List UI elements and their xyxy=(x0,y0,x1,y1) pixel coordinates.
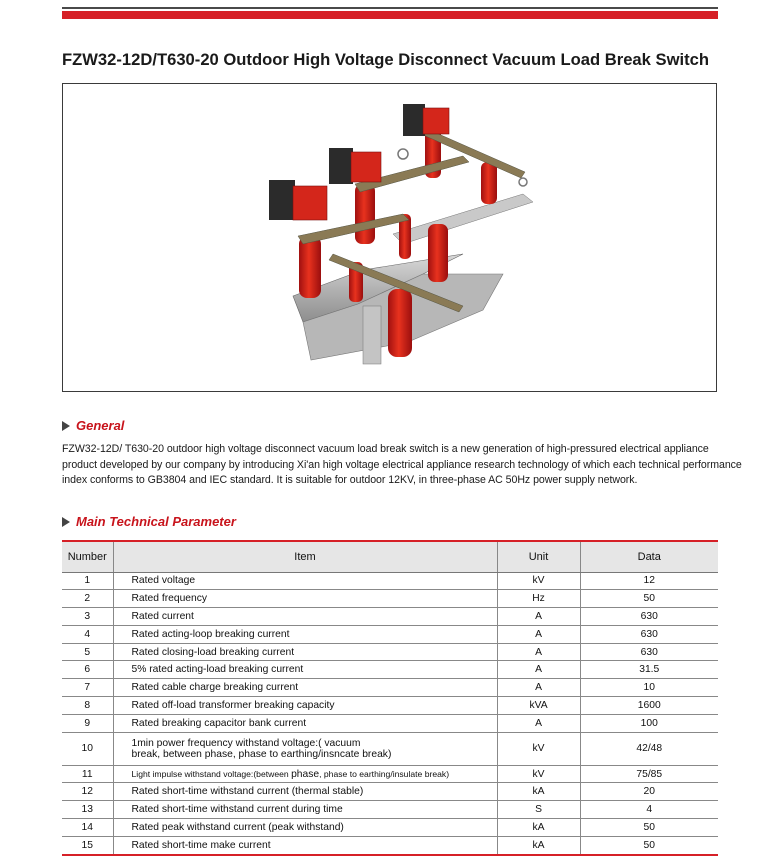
general-description xyxy=(62,442,742,489)
row-item: 5% rated acting-load breaking current xyxy=(113,661,497,679)
general-heading-label: General xyxy=(76,418,125,433)
row-unit: A xyxy=(497,661,580,679)
row-unit: kV xyxy=(497,732,580,765)
table-row xyxy=(62,732,718,765)
row-number: 15 xyxy=(62,836,113,854)
general-line: FZW32-12D/ T630-20 outdoor high voltage disconnect vacuum load break switch is a new generation of high-pressured electrical appliance xyxy=(62,443,709,455)
row-number: 9 xyxy=(62,714,113,732)
row-data: 50 xyxy=(580,819,718,837)
row-item-line: 1min power frequency withstand voltage:( vacuum xyxy=(131,737,361,749)
triangle-right-icon xyxy=(62,421,70,431)
row-number: 12 xyxy=(62,783,113,801)
row-number: 8 xyxy=(62,697,113,715)
row-unit: A xyxy=(497,625,580,643)
row-data: 1600 xyxy=(580,697,718,715)
row-number: 10 xyxy=(62,732,113,765)
page-title: FZW32-12D/T630-20 Outdoor High Voltage Disconnect Vacuum Load Break Switch xyxy=(62,50,709,69)
column-header-number: Number xyxy=(62,541,113,572)
row-data: 31.5 xyxy=(580,661,718,679)
row-item-line: break, between phase, phase to earthing/insncate break) xyxy=(131,748,392,760)
table-row xyxy=(62,783,718,801)
row-unit: Hz xyxy=(497,590,580,608)
table-row xyxy=(62,661,718,679)
table-header-row xyxy=(62,541,718,572)
row-item-emphasis: phase xyxy=(291,768,320,780)
row-item: Rated off-load transformer breaking capacity xyxy=(113,697,497,715)
row-data: 630 xyxy=(580,608,718,626)
row-data: 12 xyxy=(580,572,718,590)
row-number: 3 xyxy=(62,608,113,626)
row-item-part: Light impulse withstand voltage:(between xyxy=(131,768,292,779)
general-heading xyxy=(62,418,124,433)
row-unit: A xyxy=(497,679,580,697)
row-item xyxy=(113,732,497,765)
row-number: 2 xyxy=(62,590,113,608)
table-row xyxy=(62,697,718,715)
row-data: 630 xyxy=(580,625,718,643)
column-header-unit: Unit xyxy=(497,541,580,572)
row-item: Rated acting-loop breaking current xyxy=(113,625,497,643)
row-unit: kA xyxy=(497,783,580,801)
product-photo-frame xyxy=(62,83,717,392)
table-row xyxy=(62,836,718,854)
triangle-right-icon xyxy=(62,517,70,527)
row-number: 11 xyxy=(62,765,113,783)
table-row xyxy=(62,625,718,643)
row-item: Rated short-time withstand current during time xyxy=(113,801,497,819)
column-header-item: Item xyxy=(113,541,497,572)
row-data: 20 xyxy=(580,783,718,801)
row-item: Rated breaking capacitor bank current xyxy=(113,714,497,732)
row-data: 100 xyxy=(580,714,718,732)
table-row xyxy=(62,572,718,590)
row-item: Rated frequency xyxy=(113,590,497,608)
row-item: Rated current xyxy=(113,608,497,626)
row-number: 4 xyxy=(62,625,113,643)
row-unit: kA xyxy=(497,836,580,854)
row-item: Rated peak withstand current (peak withstand) xyxy=(113,819,497,837)
table-row xyxy=(62,590,718,608)
row-number: 1 xyxy=(62,572,113,590)
table-row xyxy=(62,714,718,732)
parameter-table xyxy=(62,540,718,856)
row-item: Rated voltage xyxy=(113,572,497,590)
table-row xyxy=(62,765,718,783)
row-unit: kV xyxy=(497,765,580,783)
table-row xyxy=(62,643,718,661)
row-item: Rated short-time withstand current (thermal stable) xyxy=(113,783,497,801)
row-unit: A xyxy=(497,608,580,626)
row-data: 50 xyxy=(580,590,718,608)
column-header-data: Data xyxy=(580,541,718,572)
table-row xyxy=(62,608,718,626)
general-line: index conforms to GB3804 and IEC standard. It is suitable for outdoor 12KV, in three-phase AC 50Hz power supply network. xyxy=(62,474,638,486)
row-unit: kV xyxy=(497,572,580,590)
row-number: 14 xyxy=(62,819,113,837)
row-data: 75/85 xyxy=(580,765,718,783)
row-unit: kA xyxy=(497,819,580,837)
row-unit: A xyxy=(497,714,580,732)
row-data: 630 xyxy=(580,643,718,661)
table-row xyxy=(62,819,718,837)
table-row xyxy=(62,679,718,697)
row-data: 10 xyxy=(580,679,718,697)
product-photo xyxy=(63,84,716,391)
row-item: Rated short-time make current xyxy=(113,836,497,854)
row-unit: S xyxy=(497,801,580,819)
row-number: 5 xyxy=(62,643,113,661)
top-rule xyxy=(62,7,718,9)
row-item xyxy=(113,765,497,783)
table-row xyxy=(62,801,718,819)
row-number: 7 xyxy=(62,679,113,697)
parameter-heading-label: Main Technical Parameter xyxy=(76,514,236,529)
row-item: Rated cable charge breaking current xyxy=(113,679,497,697)
row-unit: A xyxy=(497,643,580,661)
row-data: 4 xyxy=(580,801,718,819)
row-item: Rated closing-load breaking current xyxy=(113,643,497,661)
row-number: 6 xyxy=(62,661,113,679)
row-number: 13 xyxy=(62,801,113,819)
general-line: product developed by our company by introducing Xi'an high voltage electrical appliance research technology of which each technical performance xyxy=(62,458,742,471)
parameter-heading xyxy=(62,514,236,529)
row-data: 42/48 xyxy=(580,732,718,765)
top-accent-bar xyxy=(62,11,718,19)
row-data: 50 xyxy=(580,836,718,854)
row-item-part: , phase to earthing/insulate break) xyxy=(319,768,450,779)
row-unit: kVA xyxy=(497,697,580,715)
